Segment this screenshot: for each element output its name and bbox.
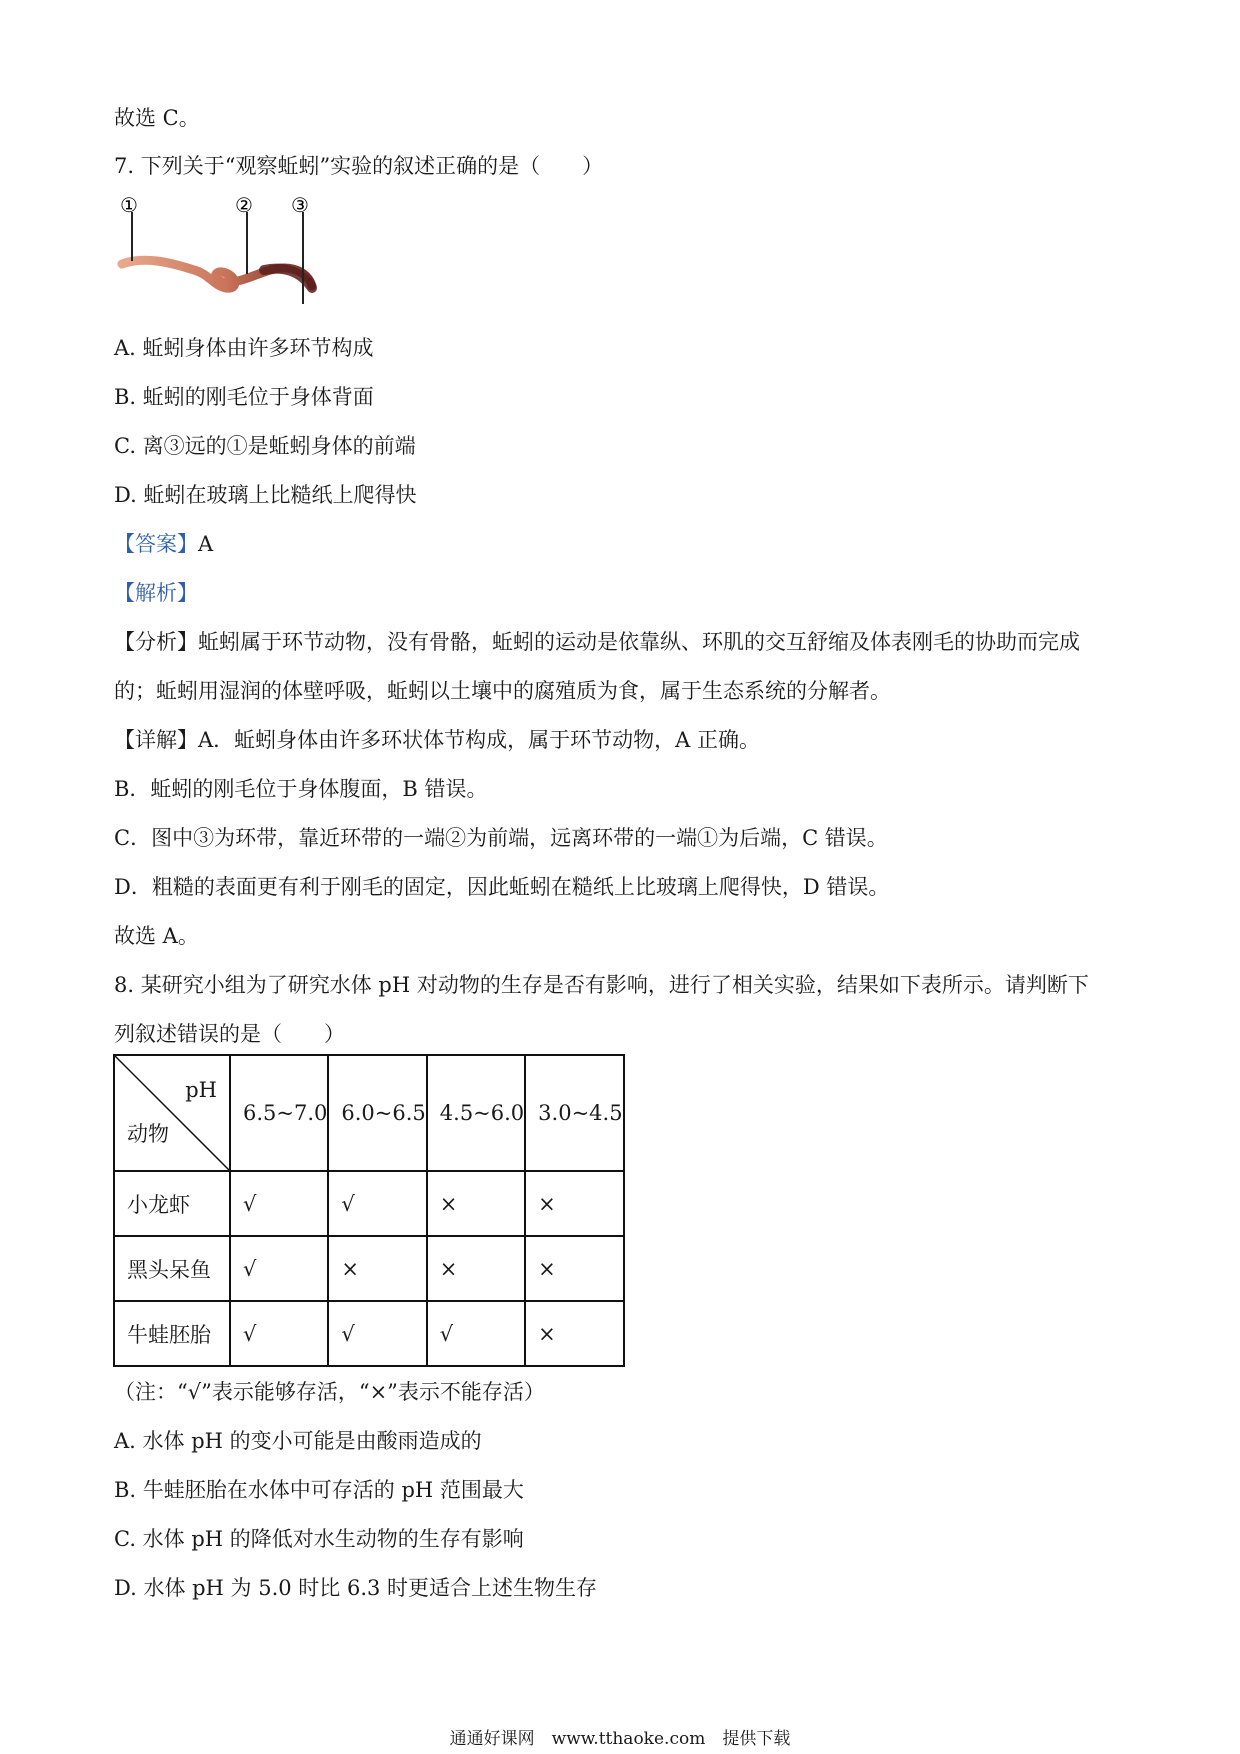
- row-header-animal: 黑头呆鱼: [114, 1236, 230, 1301]
- table-cell: √: [230, 1236, 328, 1301]
- q7-option-c: C. 离③远的①是蚯蚓身体的前端: [114, 434, 416, 458]
- column-header: 4.5~6.0: [427, 1055, 525, 1171]
- table-cell: ×: [525, 1236, 623, 1301]
- table-row: [114, 1301, 624, 1366]
- answer-value: A: [198, 532, 214, 556]
- diagonal-line: [115, 1056, 229, 1170]
- q8-option-a: A. 水体 pH 的变小可能是由酸雨造成的: [114, 1429, 482, 1453]
- q8-option-d: D. 水体 pH 为 5.0 时比 6.3 时更适合上述生物生存: [114, 1576, 598, 1600]
- question-8-stem-2: 列叙述错误的是（ ）: [114, 1022, 345, 1046]
- table-cell: √: [230, 1171, 328, 1236]
- table-cell: ×: [525, 1171, 623, 1236]
- table-cell: √: [328, 1171, 426, 1236]
- row-header-animal: 牛蛙胚胎: [114, 1301, 230, 1366]
- figure-label-2: ②: [235, 196, 253, 217]
- column-header: 3.0~4.5: [525, 1055, 623, 1171]
- table-cell: ×: [525, 1301, 623, 1366]
- figure-label-1: ①: [120, 196, 138, 217]
- q7-option-d: D. 蚯蚓在玻璃上比糙纸上爬得快: [114, 483, 417, 507]
- table-cell: √: [427, 1301, 525, 1366]
- detail-option-a: 【详解】A．蚯蚓身体由许多环状体节构成，属于环节动物，A 正确。: [114, 728, 761, 752]
- figure-label-3: ③: [291, 196, 309, 217]
- table-corner-cell: [114, 1055, 230, 1171]
- row-header-animal: 小龙虾: [114, 1171, 230, 1236]
- detail-option-c: C．图中③为环带，靠近环带的一端②为前端，远离环带的一端①为后端，C 错误。: [114, 826, 888, 850]
- q8-option-b: B. 牛蛙胚胎在水体中可存活的 pH 范围最大: [114, 1478, 524, 1502]
- column-header: 6.0~6.5: [328, 1055, 426, 1171]
- previous-answer-choice: 故选 C。: [114, 106, 200, 130]
- table-cell: √: [230, 1301, 328, 1366]
- q7-option-b: B. 蚯蚓的刚毛位于身体背面: [114, 385, 374, 409]
- ph-survival-table: [113, 1054, 625, 1367]
- earthworm-figure: [114, 196, 324, 316]
- q7-option-a: A. 蚯蚓身体由许多环节构成: [114, 336, 374, 360]
- answer-tag: 【答案】: [114, 532, 198, 556]
- analysis-paragraph-2: 的；蚯蚓用湿润的体壁呼吸，蚯蚓以土壤中的腐殖质为食，属于生态系统的分解者。: [114, 679, 891, 703]
- earthworm-image: [114, 196, 324, 316]
- answer-line: [114, 530, 213, 558]
- table-cell: ×: [328, 1236, 426, 1301]
- detail-option-b: B．蚯蚓的刚毛位于身体腹面，B 错误。: [114, 777, 488, 801]
- q8-option-c: C. 水体 pH 的降低对水生动物的生存有影响: [114, 1527, 524, 1551]
- final-choice: 故选 A。: [114, 924, 199, 948]
- corner-label-ph: pH: [185, 1078, 217, 1102]
- table-cell: ×: [427, 1171, 525, 1236]
- question-8-stem-1: 8. 某研究小组为了研究水体 pH 对动物的生存是否有影响，进行了相关实验，结果如下表所示。请判断下: [114, 973, 1089, 997]
- corner-label-animal: 动物: [127, 1122, 169, 1146]
- table-header-row: [114, 1055, 624, 1171]
- question-7-stem: 7. 下列关于“观察蚯蚓”实验的叙述正确的是（ ）: [114, 154, 604, 178]
- table-row: [114, 1171, 624, 1236]
- analysis-paragraph-1: 【分析】蚯蚓属于环节动物，没有骨骼，蚯蚓的运动是依靠纵、环肌的交互舒缩及体表刚毛的协助而完成: [114, 630, 1080, 654]
- detail-option-d: D．粗糙的表面更有利于刚毛的固定，因此蚯蚓在糙纸上比玻璃上爬得快，D 错误。: [114, 875, 890, 899]
- table-row: [114, 1236, 624, 1301]
- column-header: 6.5~7.0: [230, 1055, 328, 1171]
- analysis-tag: 【解析】: [114, 581, 198, 605]
- page-footer: 通通好课网 www.tthaoke.com 提供下载: [449, 1729, 791, 1749]
- table-note: （注：“√”表示能够存活，“×”表示不能存活）: [114, 1380, 545, 1404]
- table-cell: ×: [427, 1236, 525, 1301]
- table-cell: √: [328, 1301, 426, 1366]
